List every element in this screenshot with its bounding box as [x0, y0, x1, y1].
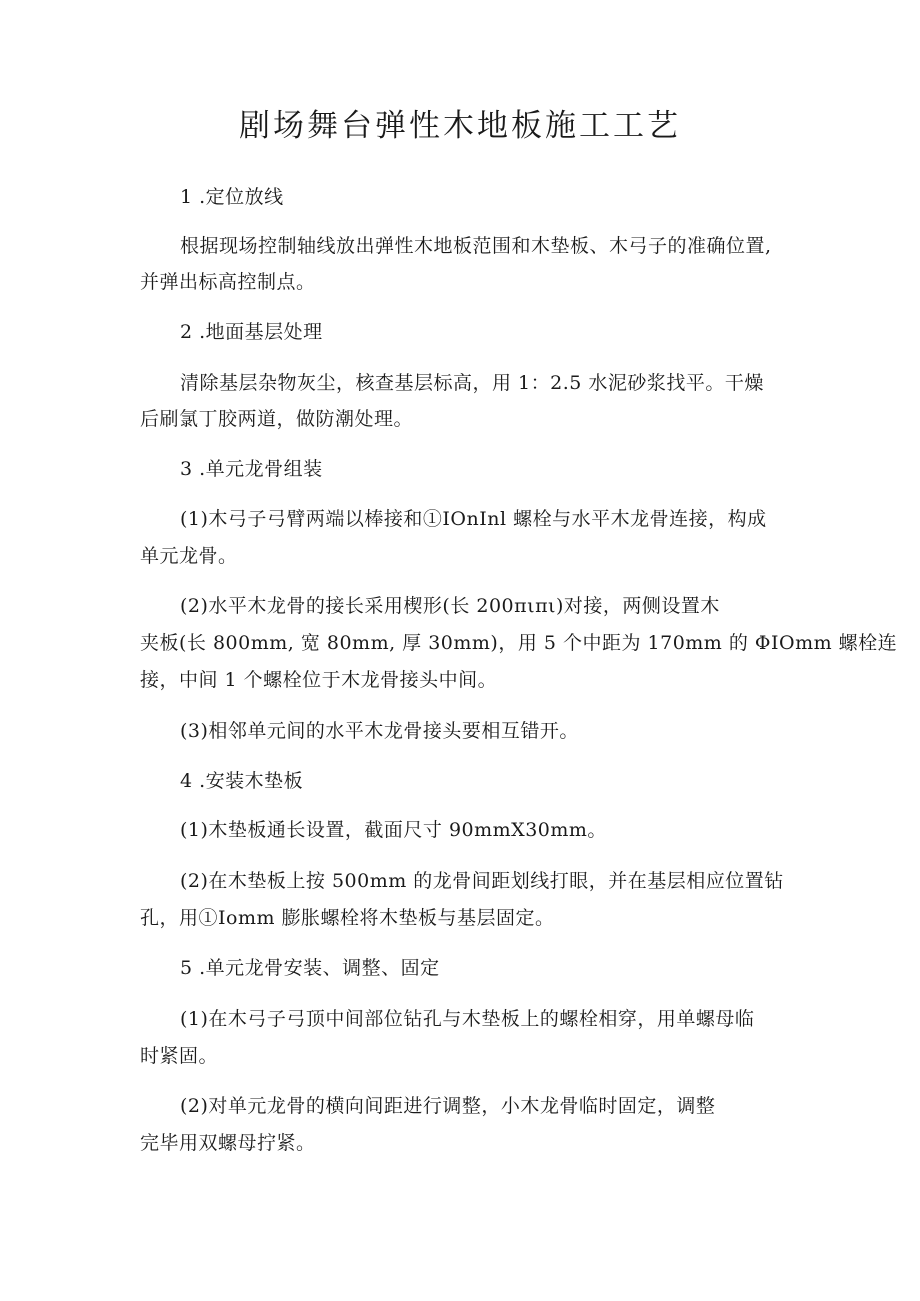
paragraph-line: 并弹出标高控制点。 — [140, 271, 316, 293]
paragraph-line: 后刷氯丁胶两道，做防潮处理。 — [140, 408, 414, 430]
paragraph-line: (2)对单元龙骨的横向间距进行调整，小木龙骨临时固定，调整 — [180, 1095, 716, 1117]
paragraph-line: 完毕用双螺母拧紧。 — [140, 1132, 316, 1154]
paragraph-line: (2)在木垫板上按 500mm 的龙骨间距划线打眼，并在基层相应位置钻 — [180, 870, 784, 892]
paragraph-line: (1)木垫板通长设置，截面尺寸 90mmX30mm。 — [180, 819, 607, 841]
paragraph-line: (1)在木弓子弓顶中间部位钻孔与木垫板上的螺栓相穿，用单螺母临 — [180, 1008, 755, 1030]
section-heading-4: 4 .安装木垫板 — [180, 770, 304, 792]
paragraph-line: (1)木弓子弓臂两端以棒接和①IOnInl 螺栓与水平木龙骨连接，构成 — [180, 508, 767, 530]
paragraph-line: (2)水平木龙骨的接长采用楔形(长 200πιπι)对接，两侧设置木 — [180, 595, 720, 617]
paragraph-line: 孔，用①Iomm 膨胀螺栓将木垫板与基层固定。 — [140, 907, 555, 929]
paragraph-line: 单元龙骨。 — [140, 545, 238, 567]
paragraph-line: 清除基层杂物灰尘，核查基层标高，用 1：2.5 水泥砂浆找平。干燥 — [180, 372, 764, 394]
paragraph-line: (3)相邻单元间的水平木龙骨接头要相互错开。 — [180, 720, 579, 742]
paragraph-line: 夹板(长 800mm, 宽 80mm, 厚 30mm)，用 5 个中距为 170mm 的 ΦIOmm 螺栓连 — [140, 632, 898, 654]
paragraph-line: 根据现场控制轴线放出弹性木地板范围和木垫板、木弓子的准确位置, — [180, 235, 772, 257]
section-heading-3: 3 .单元龙骨组装 — [180, 458, 323, 480]
section-heading-1: 1 .定位放线 — [180, 186, 284, 208]
paragraph-line: 时紧固。 — [140, 1045, 219, 1067]
paragraph-line: 接，中间 1 个螺栓位于木龙骨接头中间。 — [140, 669, 498, 691]
section-heading-2: 2 .地面基层处理 — [180, 321, 323, 343]
document-title: 剧场舞台弹性木地板施工工艺 — [239, 108, 681, 144]
section-heading-5: 5 .单元龙骨安装、调整、固定 — [180, 957, 440, 979]
